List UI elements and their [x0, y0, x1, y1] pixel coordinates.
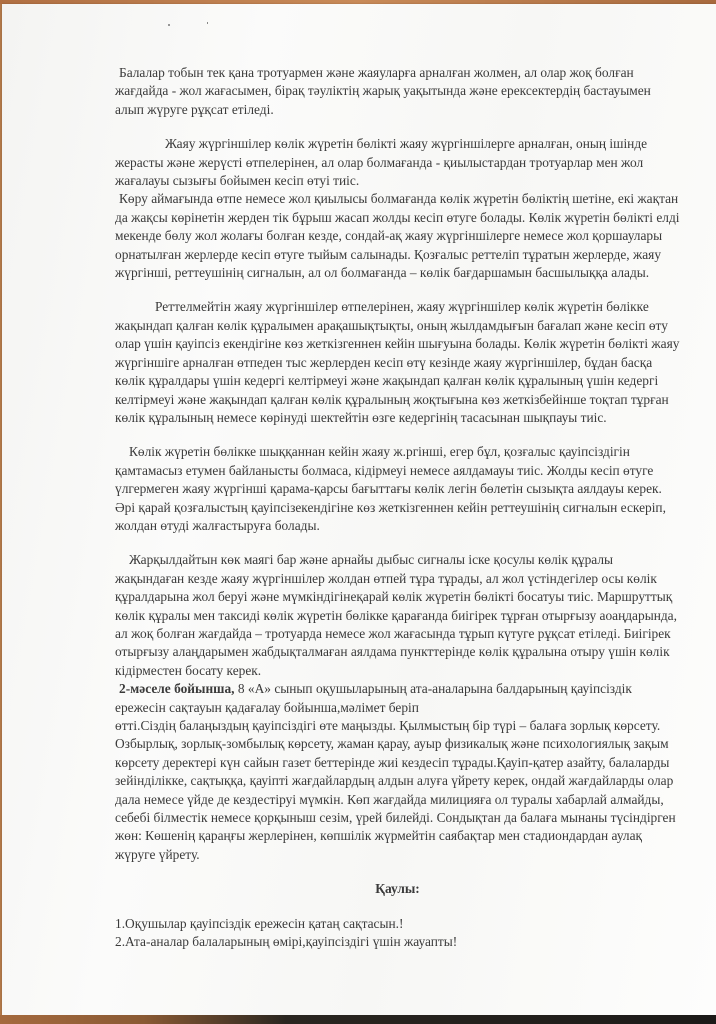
paragraph-on-roadway: Көлік жүретін бөлікке шыққаннан кейін жаяу ж.ргінші, егер бұл, қозғалыс қауіпсіздігін қамтамасыз етумен байланысты болмаса, кідірмеуі немесе аялдамауы тиіс. Жолды кесіп өтуге үлгермеген жаяу жүргінші қарама-қарсы бағыттағы көлік легін бөлетін сызықта аялдауы керек. Әрі қарай қозғалыстың қауіпсізекендігіне көз жеткізгеннен кейін реттеушінің сигналын ескеріп, жолдан өтуді жалғастыруға болады. [115, 444, 666, 533]
paragraph-emergency-vehicles: Жарқылдайтын көк маягі бар және арнайы дыбыс сигналы іске қосулы көлік құралы жақындаған кезде жаяу жүргіншілер жолдан өтпей тұра тұрады, ал жол үстіндегілер осы көлік құралдарына жол беруі және мүмкіндігінеқарай көлік жүретін бөлікті босатуы тиіс. Маршруттық көлік құралы мен таксиді көлік жүретін бөлікке қарағанда биігірек тұрған отырғызу аоаңдарында, ал жоқ болған жағдайда – тротуарда немесе жол жағасында тұрып күтуге рұқсат етіледі. Биігірек отырғызу алаңдарымен жабдықталмаған аялдама пункттерінде көлік құралына отыру үшін көлік кідірместен босату керек. [115, 552, 677, 678]
issue-2-label: 2-мәселе бойынша, [119, 681, 235, 697]
table-surface-bottom [0, 1015, 716, 1024]
paragraph-child-safety: өтті.Сіздің балаңыздың қауіпсіздігі өте маңызды. Қылмыстың бір түрі – балаға зорлық көрсету. Озбырлық, зорлық-зомбылық көрсету, жаман қарау, ауыр физикалық және психологиялық зақым көрсету деректері күн сайын газет беттерінде жиі кездесіп тұрады.Қауіп-қатер азайту, балаларды зейінділікке, сақтыққа, қауіпті жағдайлардың алдын алуға үйрету керек, ондай жағдайларды олар дала немесе үйде де кездестіруі мүмкін. Көп жағдайда милицияға ол туралы хабарлай алмайды, себебі білместік немесе қорқыныш сезім, үрей билейді. Сондықтан да балаға мынаны түсіндірген жөн: Көшенің қараңғы жерлерінен, көпшілік жүрмейтін саябақтар мен стадиондардан аулақ жүруге үйрету. [115, 718, 676, 862]
paragraph-visibility-zone: Көру аймағында өтпе немесе жол қиылысы болмағанда көлік жүретін бөліктің шетіне, екі жақтан да жақсы көрінетін жерден тік бұрыш жасап жолды кесіп өтуге болады. Көлік жүретін бөлікті елді мекенде бөлу жол жолағы болған кезде, сондай-ақ жаяу жүргіншілерге немесе жол қоршаулары орнатылған жерлерде кесіп өтуге тыйым салынады. Қозғалыс реттеліп тұратын жерлерде, жаяу жүргінші, реттеушінің сигналын, ал ол болмағанда – көлік бағдаршамын басшылыққа алады. [115, 191, 680, 281]
decision-heading: Қаулы: [375, 881, 420, 897]
paragraph-group-walking: Балалар тобын тек қана тротуармен және жаяуларға арналған жолмен, ал олар жоқ болған жағдайда - жол жағасымен, бірақ тәуліктің жарық уақытында және ерексектердің бастауымен алып жүруге рұқсат етіледі. [115, 65, 651, 117]
paragraph-pedestrian-crossing: Жаяу жүргіншілер көлік жүретін бөлікті жаяу жүргіншілерге арналған, оның ішінде жерасты және жерүсті өтпелерінен, ал олар болмағанда - қиылыстардан тротуарлар мен жол жағалауы сызығы бойымен кесіп өтуі тиіс. [115, 136, 648, 189]
decision-item: 2.Ата-аналар балаларының өмірі,қауіпсіздігі үшін жауапты! [115, 934, 458, 950]
decision-item: 1.Оқушылар қауіпсіздік ережесін қатаң сақтасын.! [115, 915, 404, 931]
paper-speck [207, 22, 208, 24]
paragraph-issue-2 [115, 680, 680, 717]
paper-speck [168, 24, 170, 26]
document-body [115, 64, 680, 951]
issue-2-text: 8 «А» сынып оқушыларының ата-аналарына балдарының қауіпсіздік ережесін сақтауын қадағалау бойынша,мәлімет беріп [115, 681, 632, 715]
paragraph-unregulated-crossing: Реттелмейтін жаяу жүргіншілер өтпелерінен, жаяу жүргіншілер көлік жүретін бөлікке жақындап қалған көлік құралымен арақашықтықты, оның жылдамдығын бағалап және кесіп өту олар үшін қауіпсіз екендігіне көз жеткізгеннен кейін шығуына болады. Көлік жүретін бөлікті жаяу жүргіншіге арналған өтпеден тыс жерлерден кесіп өтү кезінде жаяу жүргіншілер, бұдан басқа көлік құралдары үшін кедергі келтірмеуі және жақындап қалған көлік құралының үшін кедергі келтірмеуі және жақындап қалған көлік құралының жоқтығына көз жеткізбейінше тоқтап тұрған көлік құралының немесе көрінуді шектейтін өзге кедергінің тасасынан шықпауы тиіс. [115, 299, 680, 425]
